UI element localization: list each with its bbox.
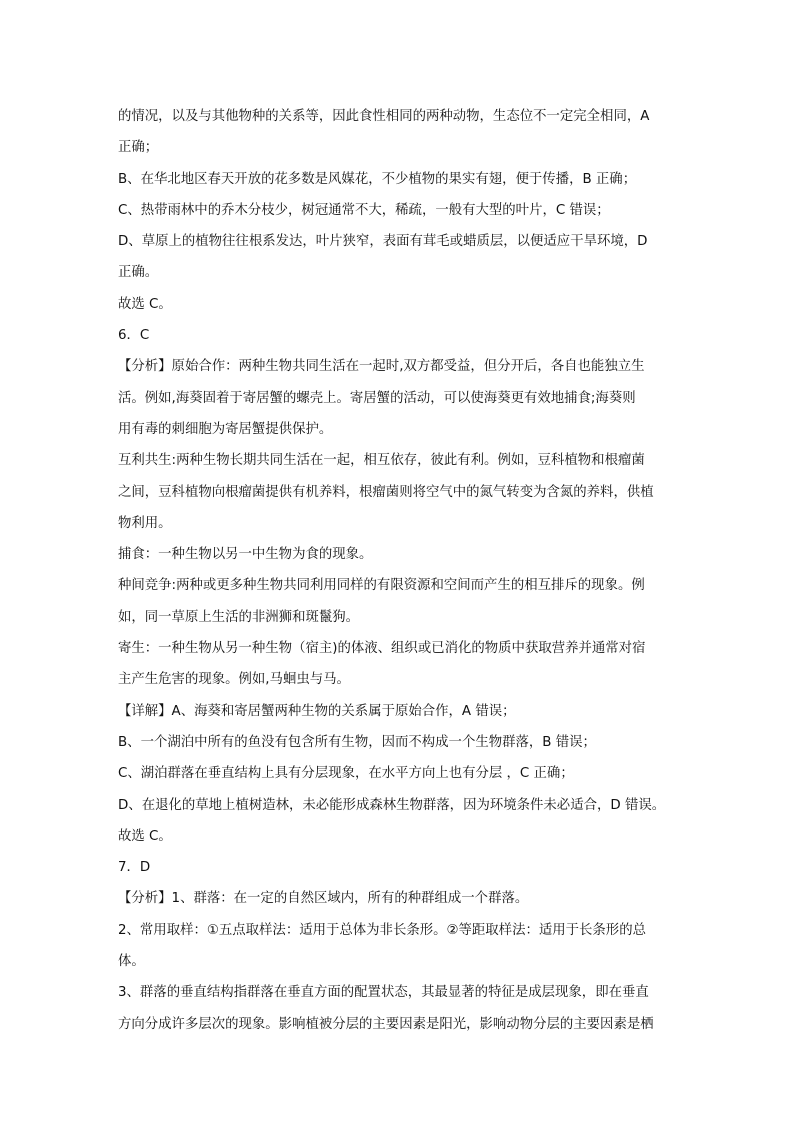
question-number: 7．D <box>118 860 151 876</box>
text-line: 故选 C。 <box>118 828 172 844</box>
text-line: 体。 <box>118 954 145 970</box>
text-line: 方向分成许多层次的现象。影响植被分层的主要因素是阳光，影响动物分层的主要因素是栖 <box>118 1016 654 1032</box>
text-line: 寄生：一种生物从另一种生物（宿主)的体液、组织或已消化的物质中获取营养并通常对宿 <box>118 641 646 657</box>
text-line: 用有毒的刺细胞为寄居蟹提供保护。 <box>118 421 333 437</box>
answer-explanation-text <box>118 101 678 1040</box>
text-line: 互利共生:两种生物长期共同生活在一起，相互依存，彼此有利。例如，豆科植物和根瘤菌 <box>118 453 645 469</box>
text-line: 捕食：一种生物以另一中生物为食的现象。 <box>118 547 373 563</box>
text-line: 之间，豆科植物向根瘤菌提供有机养料，根瘤菌则将空气中的氮气转变为含氮的养料，供植 <box>118 484 654 500</box>
text-line: 正确。 <box>118 265 159 281</box>
question-number: 6．C <box>118 328 150 344</box>
text-line: 活。例如,海葵固着于寄居蟹的螺壳上。寄居蟹的活动，可以使海葵更有效地捕食;海葵则 <box>118 390 636 406</box>
text-line: C、热带雨林中的乔木分枝少，树冠通常不大，稀疏，一般有大型的叶片，C 错误； <box>118 202 610 218</box>
text-line: 主产生危害的现象。例如,马蛔虫与马。 <box>118 672 350 688</box>
text-line: 【分析】原始合作：两种生物共同生活在一起时,双方都受益，但分开后，各自也能独立生 <box>118 359 645 375</box>
text-line: 2、常用取样：①五点取样法：适用于总体为非长条形。②等距取样法：适用于长条形的总 <box>118 922 646 938</box>
text-line: D、在退化的草地上植树造林，未必能形成森林生物群落，因为环境条件未必适合，D 错误。 <box>118 797 666 813</box>
text-line: 物利用。 <box>118 515 172 531</box>
text-line: B、在华北地区春天开放的花多数是风媒花，不少植物的果实有翅，便于传播，B 正确； <box>118 171 637 187</box>
text-line: 3、群落的垂直结构指群落在垂直方面的配置状态，其最显著的特征是成层现象，即在垂直 <box>118 985 649 1001</box>
text-line: C、湖泊群落在垂直结构上具有分层现象，在水平方向上也有分层 ，C 正确； <box>118 766 574 782</box>
text-line: 【详解】A、海葵和寄居蟹两种生物的关系属于原始合作，A 错误； <box>118 703 516 719</box>
text-line: 【分析】1、群落：在一定的自然区域内，所有的种群组成一个群落。 <box>118 891 529 907</box>
text-line: D、草原上的植物往往根系发达，叶片狭窄，表面有茸毛或蜡质层，以便适应干旱环境，D <box>118 234 648 250</box>
text-line: 的情况，以及与其他物种的关系等，因此食性相同的两种动物，生态位不一定完全相同，A <box>118 109 650 124</box>
text-line: 正确； <box>118 140 159 156</box>
text-line: 如，同一草原上生活的非洲狮和斑鬣狗。 <box>118 609 360 625</box>
text-line: 故选 C。 <box>118 296 172 312</box>
text-line: B、一个湖泊中所有的鱼没有包含所有生物，因而不构成一个生物群落，B 错误； <box>118 734 596 750</box>
text-line: 种间竞争:两种或更多种生物共同利用同样的有限资源和空间而产生的相互排斥的现象。例 <box>118 578 645 594</box>
